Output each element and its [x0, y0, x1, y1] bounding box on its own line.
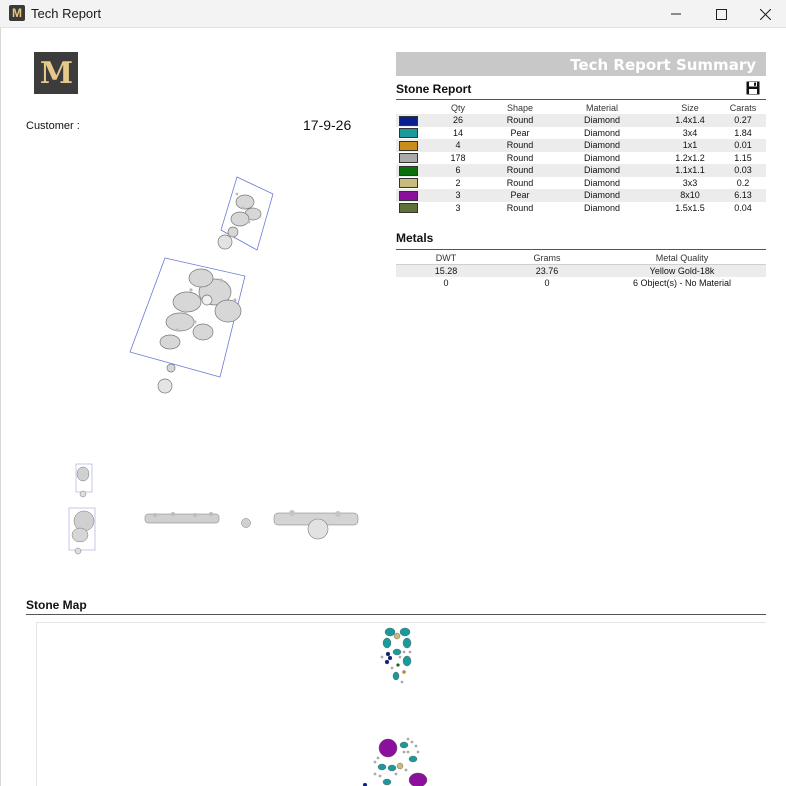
thumbnail-top-view: [74, 462, 94, 500]
stone-report-header-row: [396, 102, 766, 114]
maximize-icon: [716, 9, 727, 20]
stone-row: [396, 189, 766, 202]
stone-shape: Round: [496, 164, 544, 177]
stone-size: 1.5x1.5: [675, 202, 705, 213]
stone-qty: 6: [420, 164, 496, 177]
stone-size: 1.1x1.1: [660, 164, 720, 177]
stone-qty: 14: [452, 127, 463, 138]
stone-row: [396, 114, 766, 127]
stone-carats: 0.04: [734, 202, 752, 213]
stone-material: Diamond: [544, 114, 660, 127]
stone-shape: Round: [496, 139, 544, 152]
jewelry-render: [125, 172, 280, 400]
summary-header-bar: [396, 52, 766, 76]
column-dwt: DWT: [396, 252, 496, 264]
stone-qty: 3: [455, 202, 461, 213]
summary-title: Tech Report Summary: [570, 56, 756, 74]
stone-qty: 2: [455, 177, 461, 188]
stone-qty: 4: [420, 139, 496, 152]
stone-color-swatch: [399, 153, 418, 163]
metals-header-row: [396, 252, 766, 264]
stone-color-cell: [396, 164, 420, 177]
title-bar: [0, 0, 786, 28]
stone-size: 1.4x1.4: [660, 114, 720, 127]
logo-letter: M: [39, 55, 73, 91]
minimize-button[interactable]: [654, 0, 698, 28]
metal-quality: 6 Object(s) - No Material: [632, 277, 732, 288]
stone-row: [396, 164, 766, 177]
stone-material: Diamond: [583, 202, 621, 213]
stone-shape: Pear: [510, 127, 530, 138]
column-qty: Qty: [450, 103, 465, 113]
stone-shape: Pear: [496, 189, 544, 202]
column-metal-quality: Metal Quality: [598, 252, 766, 264]
stone-shape: Round: [506, 177, 534, 188]
stone-carats: 0.2: [736, 177, 750, 188]
metals-divider: [396, 249, 766, 250]
stone-carats: 0.01: [720, 139, 766, 152]
column-material: Material: [585, 103, 618, 113]
stone-color-swatch: [399, 116, 418, 126]
thumbnail-side-view: [143, 510, 221, 528]
column-grams: Grams: [496, 252, 598, 264]
stone-size: 1.2x1.2: [675, 152, 705, 163]
stone-material: Diamond: [583, 152, 621, 163]
metal-dwt: 0: [443, 277, 449, 288]
column-size: Size: [681, 103, 699, 113]
stone-qty: 178: [450, 152, 466, 163]
metal-grams: 23.76: [496, 264, 598, 277]
maximize-button[interactable]: [699, 0, 743, 28]
stone-report-divider: [396, 99, 766, 100]
stone-shape: Round: [506, 202, 534, 213]
column-carats: Carats: [729, 103, 757, 113]
stone-color-cell: [396, 189, 420, 202]
stone-color-cell: [396, 139, 420, 152]
thumbnail-front-view: [66, 505, 100, 557]
stone-report-table: [396, 102, 766, 214]
customer-label: Customer :: [26, 120, 80, 132]
stone-material: Diamond: [583, 177, 621, 188]
stone-row: [396, 127, 766, 140]
stone-shape: Round: [496, 114, 544, 127]
stone-material: Diamond: [544, 139, 660, 152]
app-icon: M: [9, 5, 25, 21]
stone-color-cell: [396, 114, 420, 127]
metal-quality: Yellow Gold-18k: [598, 264, 766, 277]
company-logo: [34, 52, 78, 94]
stone-map-divider: [26, 614, 766, 615]
stone-row: [396, 202, 766, 215]
stone-qty: 26: [420, 114, 496, 127]
stone-shape: Round: [506, 152, 534, 163]
stone-size: 8x10: [660, 189, 720, 202]
close-button[interactable]: [743, 0, 786, 28]
close-icon: [760, 9, 771, 20]
stone-color-swatch: [399, 178, 418, 188]
stone-color-swatch: [399, 128, 418, 138]
stone-carats: 6.13: [720, 189, 766, 202]
stone-size: 1x1: [660, 139, 720, 152]
stone-color-cell: [396, 152, 420, 165]
stone-color-swatch: [399, 141, 418, 151]
report-date: 17-9-26: [303, 117, 352, 133]
stone-color-swatch: [399, 166, 418, 176]
stone-material: Diamond: [544, 164, 660, 177]
stone-carats: 0.03: [720, 164, 766, 177]
metal-grams: 0: [544, 277, 550, 288]
stone-color-swatch: [399, 203, 418, 213]
stone-carats: 1.15: [734, 152, 752, 163]
thumbnail-end-view: [239, 517, 253, 529]
stone-color-cell: [396, 177, 420, 190]
stone-row: [396, 152, 766, 165]
stone-map-heading: Stone Map: [26, 598, 87, 612]
stone-report-heading: Stone Report: [396, 82, 472, 96]
stone-size: 3x3: [682, 177, 698, 188]
stone-size: 3x4: [682, 127, 698, 138]
stone-carats: 1.84: [734, 127, 752, 138]
stone-material: Diamond: [544, 189, 660, 202]
minimize-icon: [671, 9, 681, 19]
metals-table: [396, 252, 766, 289]
stone-color-cell: [396, 127, 420, 140]
stone-qty: 3: [420, 189, 496, 202]
metal-dwt: 15.28: [396, 264, 496, 277]
metals-heading: Metals: [396, 231, 434, 245]
column-color: [396, 102, 420, 114]
save-icon[interactable]: [746, 81, 760, 95]
stone-carats: 0.27: [720, 114, 766, 127]
stone-map-diagram: [360, 624, 440, 786]
thumbnail-bottom-view: [272, 505, 360, 543]
stone-row: [396, 139, 766, 152]
stone-row: [396, 177, 766, 190]
metal-row: [396, 264, 766, 277]
stone-color-cell: [396, 202, 420, 215]
column-shape: Shape: [506, 103, 534, 113]
stone-material: Diamond: [583, 127, 621, 138]
window-title: Tech Report: [31, 6, 102, 21]
stone-color-swatch: [399, 191, 418, 201]
metal-row: [396, 277, 766, 290]
